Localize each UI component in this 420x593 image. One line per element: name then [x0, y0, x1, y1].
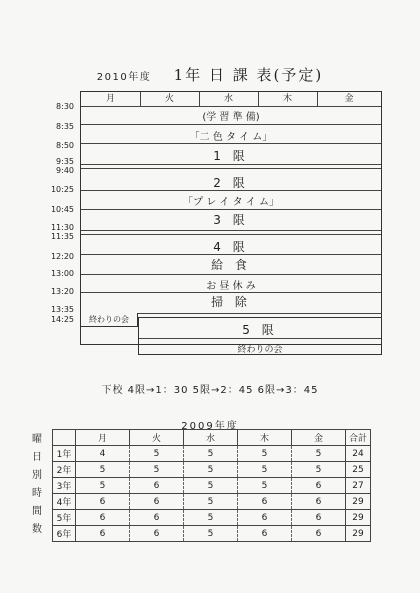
period-row: (学 習 準 備)	[202, 112, 260, 123]
period-row: 「プ レ イ タ イ ム」	[183, 197, 279, 208]
value-cell: 5	[184, 494, 238, 510]
grade-cell: 2年	[53, 462, 76, 478]
value-cell: 5	[76, 478, 130, 494]
table-header-row	[53, 430, 371, 446]
time-label: 9:40	[56, 166, 74, 175]
end-meeting-row: 終わりの会	[237, 345, 283, 355]
time-label: 11:35	[50, 232, 74, 241]
schedule-table	[80, 91, 382, 345]
period-row: 5 限	[242, 323, 278, 337]
value-cell: 6	[76, 526, 130, 542]
total-cell: 29	[346, 494, 371, 510]
period-row: 掃 除	[211, 295, 251, 309]
weekly-hours-table	[52, 429, 371, 542]
day-header: 木	[282, 94, 292, 104]
side-label: 間	[32, 506, 42, 517]
period-row: 2 限	[213, 176, 249, 190]
grade-cell: 5年	[53, 510, 76, 526]
time-label: 9:35	[56, 157, 74, 166]
value-cell: 5	[130, 446, 184, 462]
value-cell: 6	[238, 494, 292, 510]
day-header: 木	[238, 430, 292, 446]
total-cell: 29	[346, 510, 371, 526]
period-row: 給 食	[211, 258, 251, 272]
time-label: 8:30	[56, 102, 74, 111]
time-label: 12:20	[50, 252, 74, 261]
side-label: 時	[32, 488, 42, 499]
value-cell: 5	[184, 526, 238, 542]
table-row	[53, 510, 371, 526]
value-cell: 5	[130, 462, 184, 478]
table-row	[53, 446, 371, 462]
time-label: 8:35	[56, 122, 74, 131]
table-row	[53, 478, 371, 494]
value-cell: 6	[292, 526, 346, 542]
total-cell: 25	[346, 462, 371, 478]
day-header: 月	[76, 430, 130, 446]
value-cell: 6	[130, 510, 184, 526]
value-cell: 5	[184, 510, 238, 526]
value-cell: 5	[184, 462, 238, 478]
grade-cell: 1年	[53, 446, 76, 462]
day-header: 金	[344, 94, 354, 104]
table-row	[53, 462, 371, 478]
grade-cell: 3年	[53, 478, 76, 494]
time-label: 14:25	[50, 315, 74, 324]
totals-title: 2009年度	[181, 421, 239, 432]
title-main: 1年 日 課 表(予定)	[173, 66, 324, 84]
value-cell: 6	[130, 494, 184, 510]
grade-cell: 6年	[53, 526, 76, 542]
time-label: 13:00	[50, 269, 74, 278]
total-cell: 29	[346, 526, 371, 542]
value-cell: 5	[76, 462, 130, 478]
day-header: 火	[130, 430, 184, 446]
total-header: 合計	[346, 430, 371, 446]
page-title	[0, 64, 420, 85]
lower-block	[138, 317, 382, 355]
side-label: 別	[32, 470, 42, 481]
value-cell: 6	[292, 478, 346, 494]
time-label: 10:45	[50, 205, 74, 214]
period-row: 3 限	[213, 213, 249, 227]
value-cell: 6	[76, 510, 130, 526]
value-cell: 5	[238, 446, 292, 462]
grade-cell: 4年	[53, 494, 76, 510]
table-row	[53, 526, 371, 542]
title-year: 2010年度	[96, 72, 152, 83]
time-label: 13:35	[50, 305, 74, 314]
total-cell: 27	[346, 478, 371, 494]
value-cell: 5	[292, 462, 346, 478]
period-row: 1 限	[213, 149, 249, 163]
time-label: 8:50	[56, 141, 74, 150]
value-cell: 5	[184, 478, 238, 494]
value-cell: 6	[130, 526, 184, 542]
day-header: 月	[105, 94, 115, 104]
value-cell: 6	[292, 494, 346, 510]
value-cell: 5	[238, 462, 292, 478]
table-row	[53, 494, 371, 510]
day-header: 火	[164, 94, 174, 104]
day-header: 金	[292, 430, 346, 446]
day-header: 水	[223, 94, 233, 104]
side-label: 数	[32, 524, 42, 535]
total-cell: 24	[346, 446, 371, 462]
side-label: 曜	[32, 434, 42, 445]
dismissal-times: 下校 4限→1：30 5限→2：45 6限→3：45	[101, 385, 319, 396]
value-cell: 5	[292, 446, 346, 462]
value-cell: 6	[292, 510, 346, 526]
time-label: 11:30	[50, 223, 74, 232]
side-label: 日	[32, 452, 42, 463]
value-cell: 5	[238, 478, 292, 494]
day-header: 水	[184, 430, 238, 446]
period-row: お 昼 休 み	[206, 281, 256, 292]
value-cell: 4	[76, 446, 130, 462]
value-cell: 6	[238, 510, 292, 526]
time-label: 10:25	[50, 185, 74, 194]
value-cell: 6	[76, 494, 130, 510]
end-meeting-cell: 終わりの会	[80, 313, 138, 327]
period-row: 4 限	[213, 240, 249, 254]
value-cell: 6	[238, 526, 292, 542]
value-cell: 6	[130, 478, 184, 494]
time-label: 13:20	[50, 287, 74, 296]
period-row: 「二 色 タ イ ム」	[189, 132, 273, 143]
value-cell: 5	[184, 446, 238, 462]
